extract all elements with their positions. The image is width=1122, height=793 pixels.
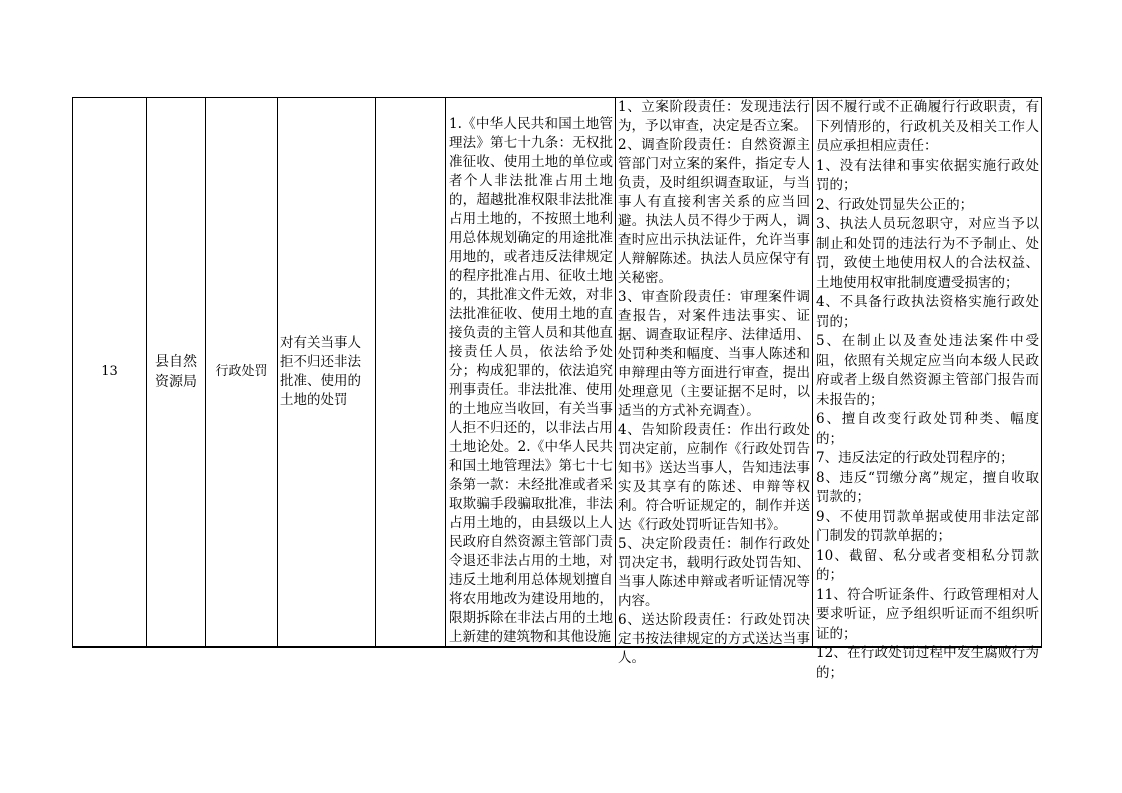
accountability-item: 6、擅自改变行政处罚种类、幅度的； <box>816 411 1039 447</box>
category-cell <box>206 98 278 648</box>
accountability-item: 8、违反“罚缴分离”规定，擅自收取罚款的； <box>816 469 1039 505</box>
power-category: 行政处罚 <box>215 364 268 379</box>
legal-basis-text: 1.《中华人民共和国土地管理法》第七十九条：无权批准征收、使用土地的单位或者个人非法批准占用土地的，超越批准权限非法批准占用土地的，不按照土地利用总体规划确定的用途批准用地的，或者违反法律规定的程序批准占用、征收土地的，其批准文件无效，对非法批准征收、使用土地的直接负责的主管人员和其他直接责任人员，依法给予处分；构成犯罪的，依法追究刑事责任。非法批准、使用的土地应当收回，有关当事人拒不归还的，以非法占用土地论处。2.《中华人民共和国土地管理法》第七十七条第一款：未经批准或者采取欺骗手段骗取批准，非法占用土地的，由县级以上人民政府自然资源主管部门责令退还非法占用的土地，对违反土地利用总体规划擅自将农用地改为建设用地的，限期拆除在非法占用的土地上新建的建筑物和其他设施 <box>449 116 613 645</box>
row-number-cell <box>73 98 147 648</box>
accountability-item: 5、在制止以及查处违法案件中受阻，依照有关规定应当向本级人民政府或者上级自然资源主管部门报告而未报告的； <box>816 333 1039 408</box>
row-number: 13 <box>101 364 118 379</box>
duty-item: 3、审查阶段责任：审理案件调查报告，对案件违法事实、证据、调查取证程序、法律适用、处罚种类和幅度、当事人陈述和申辩理由等方面进行审查，提出处理意见（主要证据不足时，以适当的方式补充调查）。 <box>618 289 810 419</box>
department-name: 县自然资源局 <box>155 354 197 390</box>
duty-item: 6、送达阶段责任：行政处罚决定书按法律规定的方式送达当事人。 <box>618 612 810 666</box>
duty-item: 5、决定阶段责任：制作行政处罚决定书，载明行政处罚告知、当事人陈述申辩或者听证情况等内容。 <box>618 536 810 609</box>
accountability-list <box>813 98 1041 683</box>
basis-cell <box>446 98 616 648</box>
department-cell <box>147 98 206 648</box>
accountability-cell <box>813 98 1042 681</box>
table-row <box>73 98 1042 648</box>
power-list-table <box>72 97 1042 681</box>
duty-list <box>616 98 812 668</box>
accountability-item: 2、行政处罚显失公正的； <box>816 196 974 213</box>
accountability-item: 11、符合听证条件、行政管理相对人要求听证，应予组织听证而不组织听证的； <box>816 586 1039 642</box>
duty-item: 1、立案阶段责任：发现违法行为，予以审查，决定是否立案。 <box>618 99 810 134</box>
power-matter: 对有关当事人拒不归还非法批准、使用的土地的处罚 <box>280 335 361 408</box>
duty-item: 2、调查阶段责任：自然资源主管部门对立案的案件，指定专人负责，及时组织调查取证，与当事人有直接利害关系的应当回避。执法人员不得少于两人，调查时应出示执法证件，允许当事人辩解陈述。执法人员应保守有关秘密。 <box>618 137 810 286</box>
accountability-item: 7、违反法定的行政处罚程序的； <box>816 450 1014 466</box>
accountability-item: 1、没有法律和事实依据实施行政处罚的； <box>816 157 1039 193</box>
duty-cell <box>616 98 813 666</box>
sub-item-cell <box>376 98 446 648</box>
matter-cell <box>278 98 376 648</box>
accountability-item: 9、不使用罚款单据或使用非法定部门制发的罚款单据的； <box>816 508 1039 544</box>
duty-item: 4、告知阶段责任：作出行政处罚决定前，应制作《行政处罚告知书》送达当事人，告知违法事实及其享有的陈述、申辩等权利。符合听证规定的，制作并送达《行政处罚听证告知书》。 <box>618 422 810 533</box>
accountability-item: 4、不具备行政执法资格实施行政处罚的； <box>816 294 1039 330</box>
accountability-item: 10、截留、私分或者变相私分罚款的； <box>816 547 1039 583</box>
accountability-item: 3、执法人员玩忽职守，对应当予以制止和处罚的违法行为不予制止、处罚，致使土地使用权人的合法权益、土地使用权审批制度遭受损害的； <box>816 216 1039 291</box>
accountability-item: 12、在行政处罚过程中发生腐败行为的； <box>816 645 1039 681</box>
accountability-item: 因不履行或不正确履行行政职责，有下列情形的，行政机关及相关工作人员应承担相应责任： <box>816 99 1039 154</box>
